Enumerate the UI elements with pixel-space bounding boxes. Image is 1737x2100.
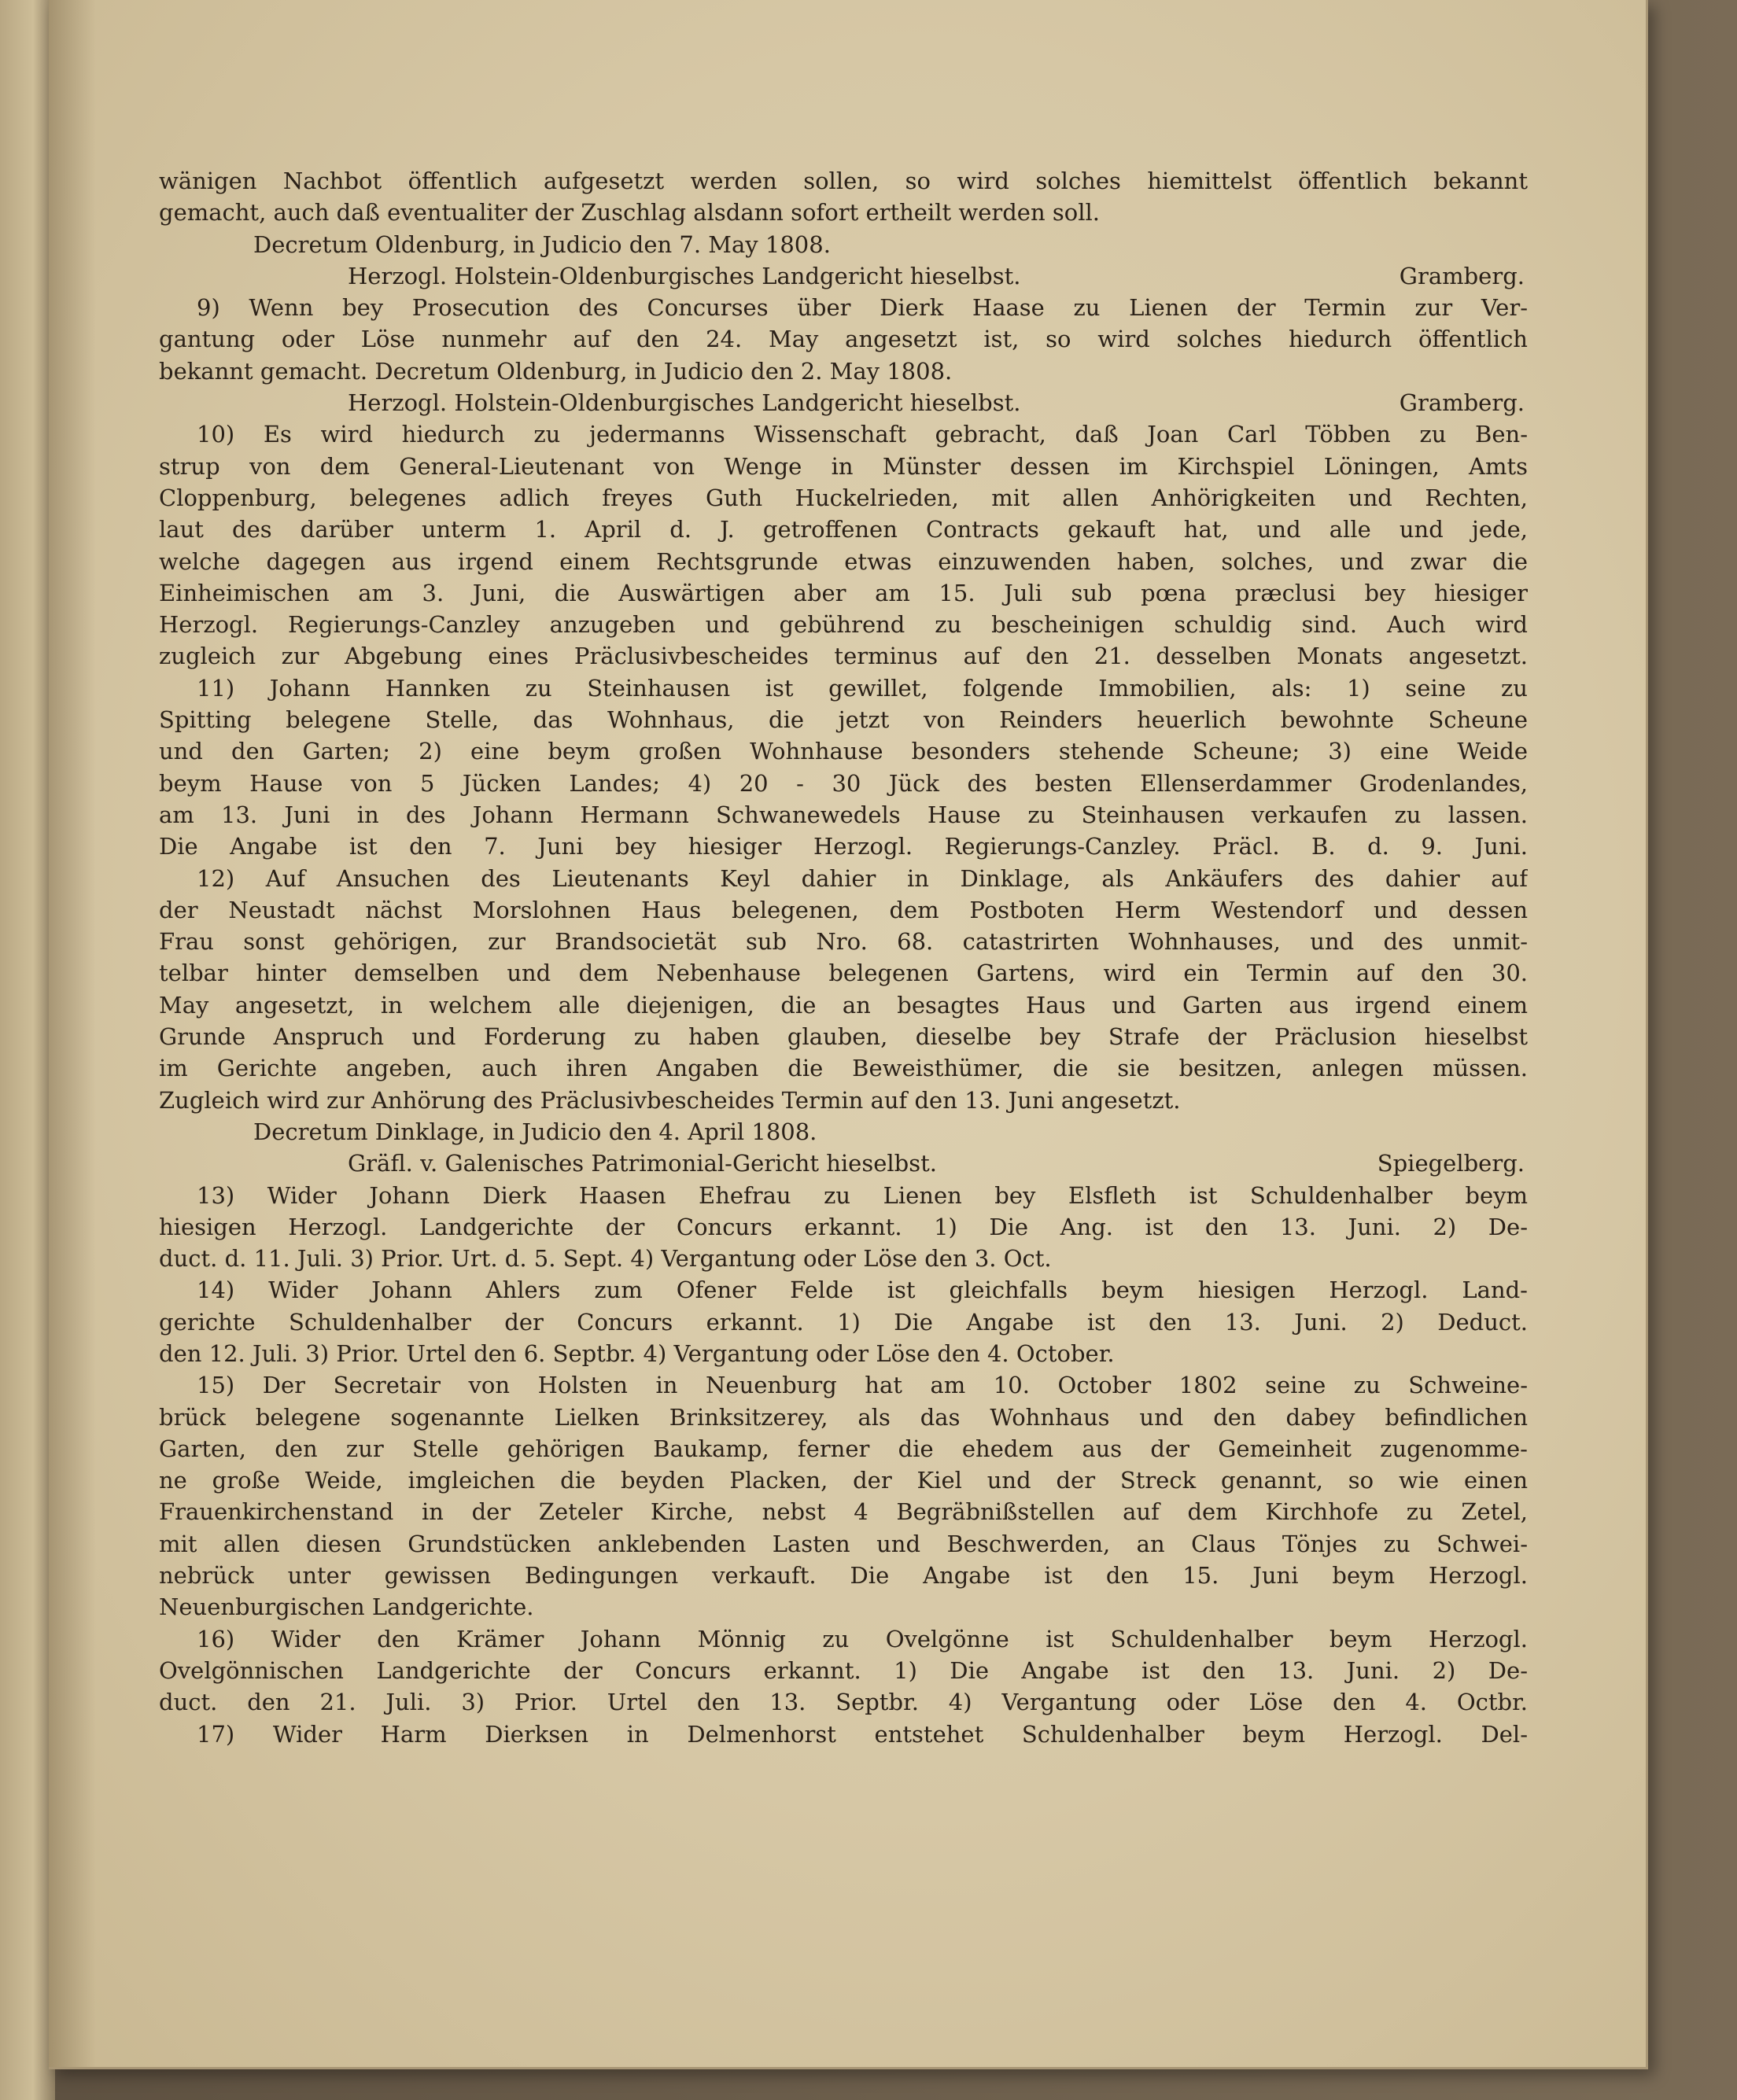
- text-line: den 12. Juli. 3) Prior. Urtel den 6. Septbr. 4) Vergantung oder Löse den 4. October.: [159, 1339, 1115, 1367]
- text-line: Neuenburgischen Landgerichte.: [159, 1593, 534, 1621]
- text-line: 13) Wider Johann Dierk Haasen Ehefrau zu Lienen bey Elsfleth ist Schuldenhalber beym: [197, 1181, 1528, 1209]
- text-line: der Neustadt nächst Morslohnen Haus belegenen, dem Postboten Herm Westendorf und dessen: [159, 896, 1528, 923]
- text-line: zugleich zur Abgebung eines Präclusivbescheides terminus auf den 21. desselben Monats angesetzt.: [159, 643, 1528, 670]
- text-line: beym Hause von 5 Jücken Landes; 4) 20 - 30 Jück des besten Ellenserdammer Grodenlandes,: [159, 769, 1528, 797]
- text-line: duct. den 21. Juli. 3) Prior. Urtel den 13. Septbr. 4) Vergantung oder Löse den 4. Octbr.: [159, 1689, 1528, 1716]
- decretum-line: Decretum Oldenburg, in Judicio den 7. May 1808.: [253, 230, 831, 258]
- text-line: gerichte Schuldenhalber der Concurs erkannt. 1) Die Angabe ist den 13. Juni. 2) Deduct.: [159, 1308, 1528, 1336]
- text-line: bekannt gemacht. Decretum Oldenburg, in Judicio den 2. May 1808.: [159, 357, 953, 385]
- text-line: 10) Es wird hiedurch zu jedermanns Wissenschaft gebracht, daß Joan Carl Többen zu Ben-: [197, 421, 1528, 448]
- text-line: Einheimischen am 3. Juni, die Auswärtigen aber am 15. Juli sub pœna præclusi bey hiesiger: [159, 579, 1528, 606]
- court-signer: Spiegelberg.: [1377, 1150, 1525, 1177]
- text-line: 12) Auf Ansuchen des Lieutenants Keyl dahier in Dinklage, als Ankäufers des dahier auf: [197, 864, 1528, 892]
- facing-page-edge: [0, 0, 55, 2100]
- text-line: 16) Wider den Krämer Johann Mönnig zu Ovelgönne ist Schuldenhalber beym Herzogl.: [197, 1625, 1528, 1652]
- text-line: strup von dem General-Lieutenant von Wenge in Münster dessen im Kirchspiel Löningen, Amts: [159, 452, 1528, 480]
- text-line: Die Angabe ist den 7. Juni bey hiesiger Herzogl. Regierungs-Canzley. Präcl. B. d. 9. Juni.: [159, 833, 1528, 860]
- text-line: im Gerichte angeben, auch ihren Angaben die Beweisthümer, die sie besitzen, anlegen müssen.: [159, 1055, 1528, 1082]
- text-line: Grunde Anspruch und Forderung zu haben glauben, dieselbe bey Strafe der Präclusion hieselbst: [159, 1023, 1528, 1051]
- court-signature-line: [159, 1148, 1528, 1179]
- text-line: hiesigen Herzogl. Landgerichte der Concurs erkannt. 1) Die Ang. ist den 13. Juni. 2) De-: [159, 1213, 1528, 1240]
- text-line: 17) Wider Harm Dierksen in Delmenhorst entstehet Schuldenhalber beym Herzogl. Del-: [197, 1720, 1528, 1748]
- text-line: am 13. Juni in des Johann Hermann Schwanewedels Hause zu Steinhausen verkaufen zu lassen.: [159, 801, 1528, 828]
- decretum-line: Decretum Dinklage, in Judicio den 4. April 1808.: [253, 1118, 817, 1145]
- binding-gutter-shadow: [49, 0, 96, 2067]
- text-line: mit allen diesen Grundstücken anklebenden Lasten und Beschwerden, an Claus Tönjes zu Schwei-: [159, 1530, 1528, 1557]
- text-line: 14) Wider Johann Ahlers zum Ofener Felde ist gleichfalls beym hiesigen Herzogl. Land-: [197, 1277, 1528, 1304]
- text-line: welche dagegen aus irgend einem Rechtsgrunde etwas einzuwenden haben, solches, und zwar die: [159, 547, 1528, 575]
- court-signer: Gramberg.: [1399, 389, 1525, 417]
- text-line: laut des darüber unterm 1. April d. J. getroffenen Contracts gekauft hat, und alle und jede,: [159, 516, 1528, 543]
- text-line: ne große Weide, imgleichen die beyden Placken, der Kiel und der Streck genannt, so wie einen: [159, 1467, 1528, 1494]
- text-line: 11) Johann Hannken zu Steinhausen ist gewillet, folgende Immobilien, als: 1) seine zu: [197, 674, 1528, 702]
- page-text-column: [159, 165, 1528, 1750]
- text-line: wänigen Nachbot öffentlich aufgesetzt werden sollen, so wird solches hiemittelst öffentlich bekannt: [159, 168, 1528, 194]
- text-line: Cloppenburg, belegenes adlich freyes Guth Huckelrieden, mit allen Anhörigkeiten und Rechten,: [159, 484, 1528, 511]
- text-line: Spitting belegene Stelle, das Wohnhaus, die jetzt von Reinders heuerlich bewohnte Scheune: [159, 706, 1528, 734]
- text-line: Ovelgönnischen Landgerichte der Concurs erkannt. 1) Die Angabe ist den 13. Juni. 2) De-: [159, 1656, 1528, 1684]
- text-line: nebrück unter gewissen Bedingungen verkauft. Die Angabe ist den 15. Juni beym Herzogl.: [159, 1562, 1528, 1590]
- court-name: Herzogl. Holstein-Oldenburgisches Landgericht hieselbst.: [348, 262, 1021, 289]
- text-line: May angesetzt, in welchem alle diejenigen, die an besagtes Haus und Garten aus irgend einem: [159, 991, 1528, 1019]
- text-line: und den Garten; 2) eine beym großen Wohnhause besonders stehende Scheune; 3) eine Weide: [159, 738, 1528, 765]
- text-line: Garten, den zur Stelle gehörigen Baukamp, ferner die ehedem aus der Gemeinheit zugenomme-: [159, 1435, 1528, 1462]
- text-line: 15) Der Secretair von Holsten in Neuenburg hat am 10. October 1802 seine zu Schweine-: [197, 1372, 1528, 1399]
- court-name: Gräfl. v. Galenisches Patrimonial-Gericht hieselbst.: [348, 1150, 937, 1177]
- text-line: Frau sonst gehörigen, zur Brandsocietät sub Nro. 68. catastrirten Wohnhauses, und des unmit-: [159, 928, 1528, 956]
- court-signature-line: [159, 260, 1528, 292]
- text-line: brück belegene sogenannte Lielken Brinksitzerey, als das Wohnhaus und den dabey befindlichen: [159, 1403, 1528, 1431]
- document-page: [49, 0, 1648, 2069]
- text-line: 9) Wenn bey Prosecution des Concurses über Dierk Haase zu Lienen der Termin zur Ver-: [197, 294, 1528, 322]
- text-line: duct. d. 11. Juli. 3) Prior. Urt. d. 5. Sept. 4) Vergantung oder Löse den 3. Oct.: [159, 1245, 1052, 1273]
- text-line: telbar hinter demselben und dem Nebenhause belegenen Gartens, wird ein Termin auf den 30.: [159, 960, 1528, 987]
- text-line: gemacht, auch daß eventualiter der Zuschlag alsdann sofort ertheilt werden soll.: [159, 199, 1100, 227]
- court-signature-line: [159, 387, 1528, 418]
- court-signer: Gramberg.: [1399, 262, 1525, 289]
- text-line: Zugleich wird zur Anhörung des Präclusivbescheides Termin auf den 13. Juni angesetzt.: [159, 1086, 1181, 1114]
- text-line: gantung oder Löse nunmehr auf den 24. May angesetzt ist, so wird solches hiedurch öffentlich: [159, 326, 1528, 353]
- court-name: Herzogl. Holstein-Oldenburgisches Landgericht hieselbst.: [348, 389, 1021, 417]
- text-line: Frauenkirchenstand in der Zeteler Kirche, nebst 4 Begräbnißstellen auf dem Kirchhofe zu Zetel,: [159, 1498, 1528, 1526]
- text-line: Herzogl. Regierungs-Canzley anzugeben und gebührend zu bescheinigen schuldig sind. Auch wird: [159, 611, 1528, 639]
